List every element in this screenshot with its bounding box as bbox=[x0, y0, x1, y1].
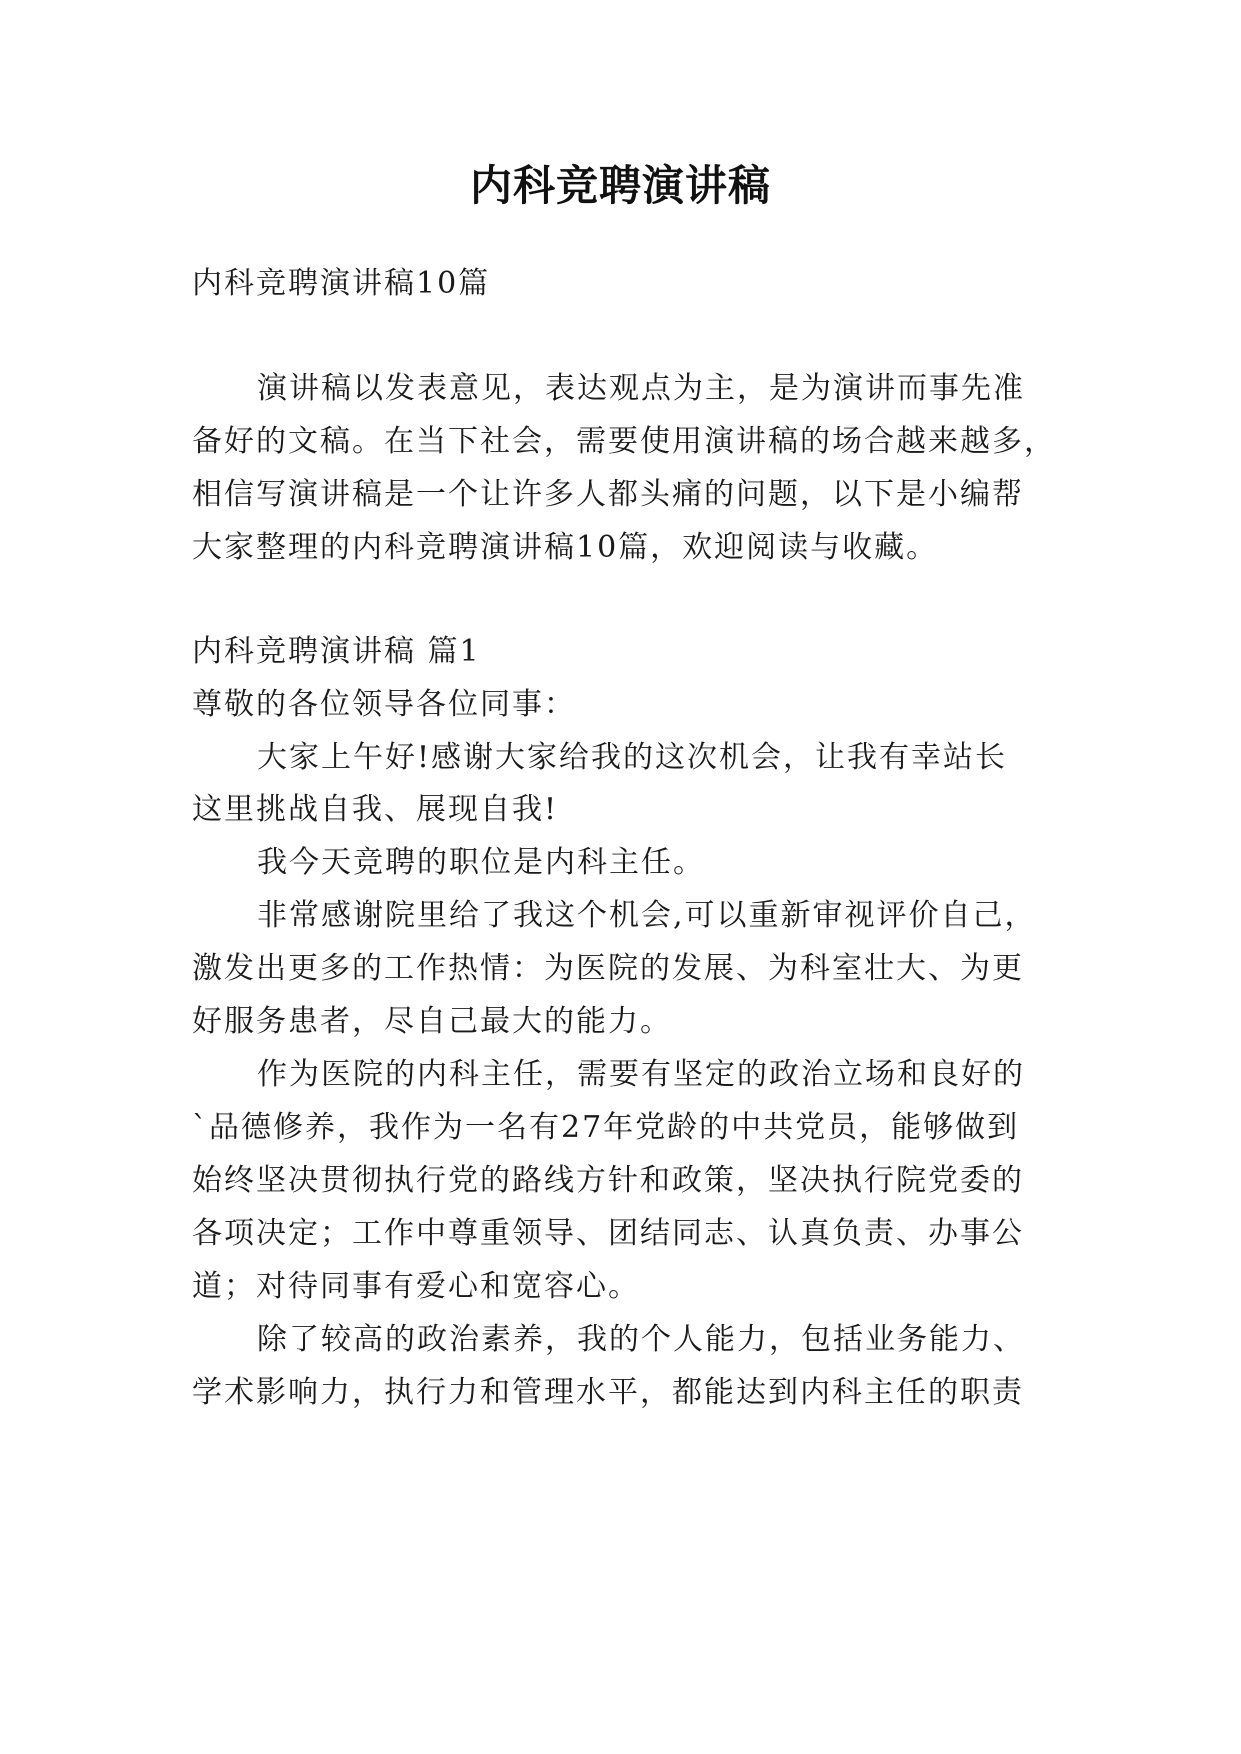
body-line: 除了较高的政治素养，我的个人能力，包括业务能力、 bbox=[257, 1322, 1025, 1357]
body-line: 这里挑战自我、展现自我! bbox=[192, 792, 559, 827]
intro-line: 相信写演讲稿是一个让许多人都头痛的问题，以下是小编帮 bbox=[192, 477, 1024, 512]
body-line: 各项决定；工作中尊重领导、团结同志、认真负责、办事公 bbox=[192, 1216, 1024, 1251]
body-line: 激发出更多的工作热情：为医院的发展、为科室壮大、为更 bbox=[192, 951, 1024, 986]
intro-line: 大家整理的内科竞聘演讲稿10篇，欢迎阅读与收藏。 bbox=[192, 530, 939, 565]
body-line: 好服务患者，尽自己最大的能力。 bbox=[192, 1004, 672, 1039]
body-line: 学术影响力，执行力和管理水平，都能达到内科主任的职责 bbox=[192, 1375, 1024, 1410]
body-line: 大家上午好!感谢大家给我的这次机会，让我有幸站长 bbox=[257, 740, 1008, 775]
body-line: 道；对待同事有爱心和宽容心。 bbox=[192, 1269, 640, 1304]
body-line: `品德修养，我作为一名有27年党龄的中共党员，能够做到 bbox=[192, 1110, 1020, 1145]
body-line: 非常感谢院里给了我这个机会,可以重新审视评价自己， bbox=[257, 898, 1037, 933]
salutation: 尊敬的各位领导各位同事： bbox=[192, 687, 576, 722]
body-line: 我今天竞聘的职位是内科主任。 bbox=[257, 845, 705, 880]
intro-line: 备好的文稿。在当下社会，需要使用演讲稿的场合越来越多， bbox=[192, 424, 1056, 459]
body-line: 始终坚决贯彻执行党的路线方针和政策，坚决执行院党委的 bbox=[192, 1163, 1024, 1198]
document-title: 内科竞聘演讲稿 bbox=[469, 161, 771, 210]
intro-line: 演讲稿以发表意见，表达观点为主，是为演讲而事先准 bbox=[257, 371, 1025, 406]
section-heading: 内科竞聘演讲稿 篇1 bbox=[192, 634, 481, 669]
document-subtitle: 内科竞聘演讲稿10篇 bbox=[192, 266, 491, 301]
body-line: 作为医院的内科主任，需要有坚定的政治立场和良好的 bbox=[257, 1057, 1025, 1092]
